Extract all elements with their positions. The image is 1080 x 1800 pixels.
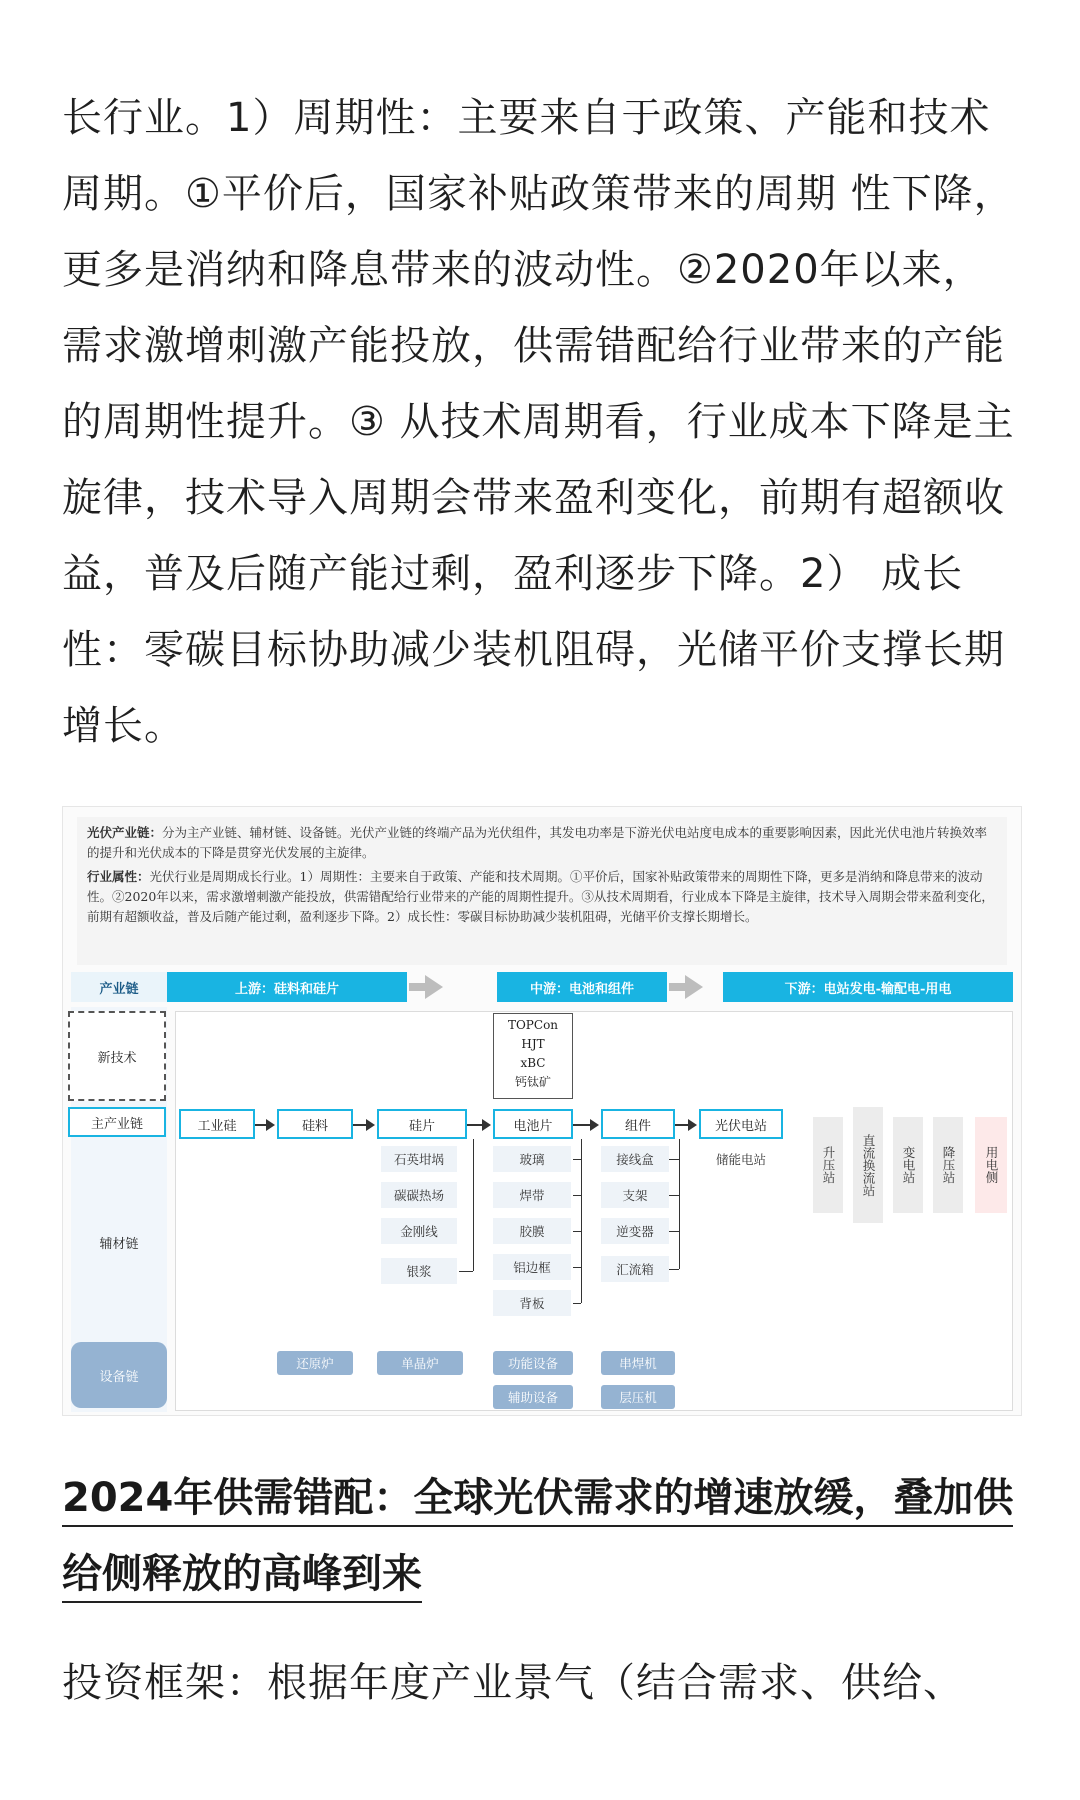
connector xyxy=(669,1231,679,1232)
module-aux-item: 支架 xyxy=(601,1182,669,1208)
stage-arrow-head xyxy=(685,975,703,999)
storage-plant: 储能电站 xyxy=(703,1146,779,1172)
stage-downstream: 下游：电站发电-输配电-用电 xyxy=(723,972,1013,1002)
stage-upstream: 上游：硅料和硅片 xyxy=(167,972,407,1002)
connector xyxy=(669,1269,679,1270)
tech-item: xBC xyxy=(520,1056,546,1070)
cell-aux-item: 焊带 xyxy=(493,1182,571,1208)
equipment-item: 辅助设备 xyxy=(493,1385,573,1409)
node-wafer: 硅片 xyxy=(377,1109,467,1139)
equipment-item: 串焊机 xyxy=(601,1351,675,1375)
grid-step-down: 降压站 xyxy=(933,1117,963,1213)
chain-row-header: 产业链 xyxy=(71,972,167,1002)
cell-aux-item: 胶膜 xyxy=(493,1218,571,1244)
stage-arrow-head xyxy=(425,975,443,999)
connector xyxy=(669,1159,679,1160)
industry-chain-figure xyxy=(62,806,1022,1416)
grid-dc-converter: 直流换流站 xyxy=(853,1107,883,1223)
stage-midstream: 中游：电池和组件 xyxy=(497,972,667,1002)
article-paragraph: 投资框架：根据年度产业景气（结合需求、供给、 xyxy=(62,1660,964,1706)
flow-arrow xyxy=(675,1124,695,1126)
flow-arrow xyxy=(353,1124,373,1126)
grid-substation: 变电站 xyxy=(893,1117,923,1213)
module-aux-item: 逆变器 xyxy=(601,1218,669,1244)
equipment-chain-label: 设备链 xyxy=(71,1342,167,1408)
connector xyxy=(573,1195,581,1196)
aux-chain-label: 辅材链 xyxy=(99,1236,139,1252)
tech-item: 钙钛矿 xyxy=(514,1075,551,1089)
node-module: 组件 xyxy=(601,1109,675,1139)
equipment-item: 层压机 xyxy=(601,1385,675,1409)
cell-aux-item: 玻璃 xyxy=(493,1146,571,1172)
equipment-item: 功能设备 xyxy=(493,1351,573,1375)
note-label: 行业属性： xyxy=(87,869,150,884)
wafer-aux-item: 石英坩埚 xyxy=(381,1146,457,1172)
article-paragraph: 长行业。1）周期性：主要来自于政策、产能和技术周期。①平价后，国家补贴政策带来的周期 性下降，更多是消纳和降息带来的波动性。②2020年以来，需求激增刺激产能投放，供需错配给行业带来的产能的周期性提升。③ 从技术周期看，行业成本下降是主旋律，技术导入周期会带来盈利变化，前期有超额收益，普及后随产能过剩，盈利逐步下降。2） 成长性：零碳目标协助减少装机阻碍，光储平价支撑长期增长。 xyxy=(62,95,1015,749)
equipment-item: 单晶炉 xyxy=(377,1351,463,1375)
module-aux-item: 汇流箱 xyxy=(601,1256,669,1282)
wafer-aux-item: 金刚线 xyxy=(381,1218,457,1244)
note-text: 光伏行业是周期成长行业。1）周期性：主要来自于政策、产能和技术周期。①平价后，国家补贴政策带来的周期性下降，更多是消纳和降息带来的波动性。②2020年以来，需求激增刺激产能投放，供需错配给行业带来的产能的周期性提升。③从技术周期看，行业成本下降是主旋律，技术导入周期会带来盈利变化，前期有超额收益，普及后随产能过剩，盈利逐步下降。2）成长性：零碳目标协助减少装机阻碍，光储平价支撑长期增长。 xyxy=(87,869,994,924)
tech-item: HJT xyxy=(521,1037,545,1051)
new-tech-list xyxy=(493,1013,573,1099)
section-heading xyxy=(62,1460,1022,1612)
connector xyxy=(459,1271,473,1272)
connector xyxy=(679,1139,680,1269)
node-pv-plant: 光伏电站 xyxy=(699,1109,783,1139)
note-label: 光伏产业链： xyxy=(87,825,163,840)
wafer-aux-item: 碳碳热场 xyxy=(381,1182,457,1208)
figure-notes xyxy=(77,817,1007,965)
flow-arrow xyxy=(255,1124,273,1126)
new-tech-label: 新技术 xyxy=(68,1011,166,1101)
module-aux-item: 接线盒 xyxy=(601,1146,669,1172)
cell-aux-item: 背板 xyxy=(493,1290,571,1316)
main-chain-label: 主产业链 xyxy=(68,1107,166,1137)
connector xyxy=(573,1303,581,1304)
connector xyxy=(573,1159,581,1160)
equipment-item: 还原炉 xyxy=(277,1351,353,1375)
tech-item: TOPCon xyxy=(507,1018,559,1032)
grid-consumer-side: 用电侧 xyxy=(975,1117,1007,1213)
connector xyxy=(573,1231,581,1232)
flow-arrow xyxy=(573,1124,597,1126)
grid-step-up: 升压站 xyxy=(813,1117,843,1213)
node-industrial-silicon: 工业硅 xyxy=(179,1109,255,1139)
node-polysilicon: 硅料 xyxy=(277,1109,353,1139)
section-heading-text: 2024年供需错配：全球光伏需求的增速放缓，叠加供给侧释放的高峰到来 xyxy=(62,1475,1013,1603)
connector xyxy=(669,1195,679,1196)
wafer-aux-item: 银浆 xyxy=(381,1258,457,1284)
node-cell: 电池片 xyxy=(493,1109,573,1139)
note-text: 分为主产业链、辅材链、设备链。光伏产业链的终端产品为光伏组件，其发电功率是下游光伏电站度电成本的重要影响因素，因此光伏电池片转换效率的提升和光伏成本的下降是贯穿光伏发展的主旋律。 xyxy=(87,825,988,860)
flow-arrow xyxy=(467,1124,489,1126)
cell-aux-item: 铝边框 xyxy=(493,1254,571,1280)
connector xyxy=(573,1267,581,1268)
connector xyxy=(581,1139,582,1303)
connector xyxy=(473,1139,474,1271)
